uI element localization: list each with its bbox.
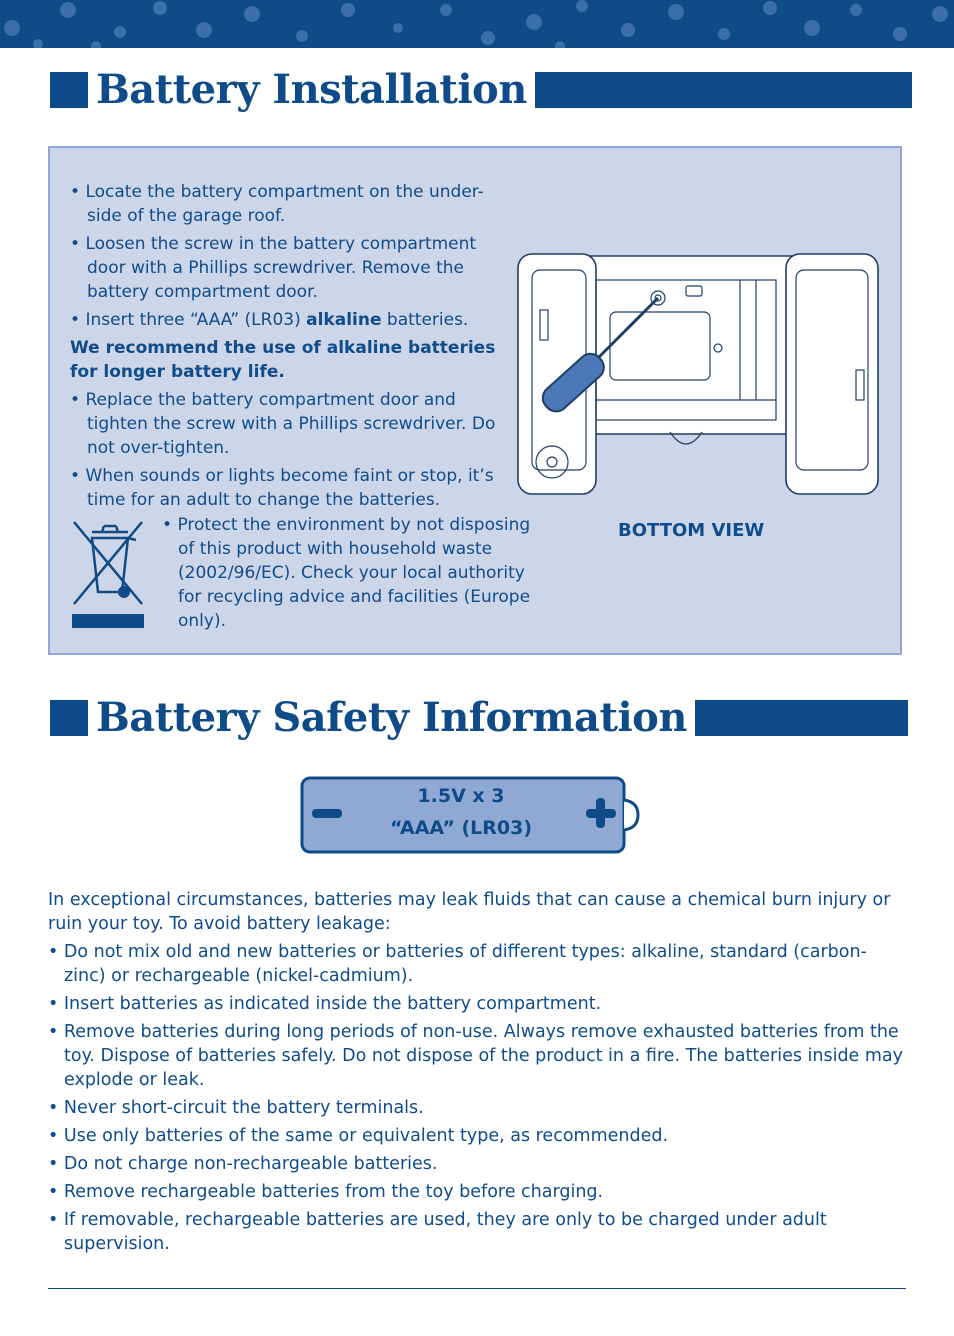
- safety-intro: In exceptional circumstances, batteries may leak fluids that can cause a chemical burn injury or ruin your toy. To avoid battery leakage:: [48, 890, 891, 934]
- list-item: • Never short-circuit the battery terminals.: [48, 1098, 424, 1118]
- heading-square: [50, 72, 88, 108]
- installation-steps: [70, 180, 510, 516]
- device-bottom-view-illustration: [510, 250, 890, 500]
- list-item: • Loosen the screw in the battery compartment door with a Phillips screwdriver. Remove the battery compartment door.: [70, 234, 477, 302]
- battery-safety-heading: [50, 694, 908, 741]
- heading-bar: [695, 700, 908, 736]
- bottom-rule: [48, 1288, 906, 1289]
- recommendation-text: We recommend the use of alkaline batteries for longer battery life.: [70, 338, 496, 382]
- list-item: • When sounds or lights become faint or stop, it’s time for an adult to change the batteries.: [70, 466, 494, 510]
- section-title: Battery Safety Information: [96, 694, 687, 741]
- list-item: • Insert three “AAA” (LR03) alkaline batteries.: [70, 310, 469, 330]
- list-item: • Do not mix old and new batteries or batteries of different types: alkaline, standard (carbon-zinc) or rechargeable (nickel-cadmium).: [48, 942, 867, 986]
- list-item: • Do not charge non-rechargeable batteries.: [48, 1154, 438, 1174]
- list-item: • Insert batteries as indicated inside the battery compartment.: [48, 994, 602, 1014]
- battery-type: “AAA” (LR03): [389, 817, 533, 839]
- list-item: • Use only batteries of the same or equivalent type, as recommended.: [48, 1126, 669, 1146]
- heading-bar: [535, 72, 912, 108]
- safety-list: [48, 940, 908, 1256]
- safety-text: [48, 888, 908, 1260]
- heading-square: [50, 700, 88, 736]
- crossed-bin-icon: [70, 518, 146, 630]
- battery-installation-heading: [50, 66, 912, 113]
- bottom-view-label: BOTTOM VIEW: [618, 520, 765, 541]
- top-dotted-band: [0, 0, 954, 48]
- environment-note: • Protect the environment by not disposing of this product with household waste (2002/96/EC). Check your local authority for recycling advice and facilities (Europe only).: [162, 515, 531, 631]
- list-item: • Locate the battery compartment on the under-side of the garage roof.: [70, 182, 484, 226]
- list-item: • Remove rechargeable batteries from the toy before charging.: [48, 1182, 604, 1202]
- battery-voltage: 1.5V x 3: [417, 785, 505, 807]
- section-title: Battery Installation: [96, 66, 527, 113]
- list-item: • If removable, rechargeable batteries are used, they are only to be charged under adult supervision.: [48, 1210, 827, 1254]
- list-item: • Remove batteries during long periods of non-use. Always remove exhausted batteries from the toy. Dispose of batteries safely. Do not dispose of the product in a fire. The batteries inside may explode or leak.: [48, 1022, 904, 1090]
- list-item: • Replace the battery compartment door and tighten the screw with a Phillips screwdriver. Do not over-tighten.: [70, 390, 496, 458]
